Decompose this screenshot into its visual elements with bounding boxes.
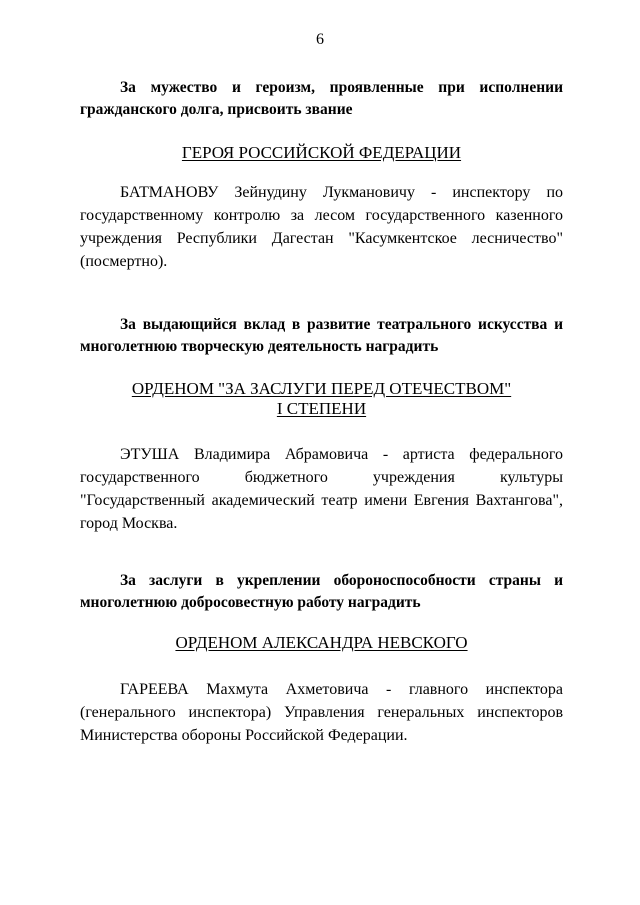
- page-number: 6: [316, 31, 324, 48]
- award-title-1-line-1: ГЕРОЯ РОССИЙСКОЙ ФЕДЕРАЦИИ: [181, 143, 462, 162]
- recipient-text-3: ГАРЕЕВА Махмута Ахметовича - главного инспектора (генерального инспектора) Управления генеральных инспекторов Министерства обороны Российской Федерации.: [80, 681, 563, 744]
- decree-text-2: За выдающийся вклад в развитие театрального искусства и многолетнюю творческую деятельность наградить: [80, 316, 563, 355]
- award-title-3: [80, 633, 563, 653]
- decree-text-3: За заслуги в укреплении обороноспособности страны и многолетнюю добросовестную работу наградить: [80, 572, 563, 611]
- award-title-2-line-1: ОРДЕНОМ "ЗА ЗАСЛУГИ ПЕРЕД ОТЕЧЕСТВОМ": [131, 379, 512, 398]
- award-title-1: [80, 143, 563, 163]
- award-title-2: [80, 379, 563, 419]
- award-title-3-line-1: ОРДЕНОМ АЛЕКСАНДРА НЕВСКОГО: [175, 633, 468, 652]
- decree-text-1: За мужество и героизм, проявленные при исполнении гражданского долга, присвоить звание: [80, 79, 563, 118]
- recipient-text-1: БАТМАНОВУ Зейнудину Лукмановичу - инспектору по государственному контролю за лесом государственного казенного учреждения Республики Дагестан "Касумкентское лесничество" (посмертно).: [80, 184, 563, 270]
- recipient-text-2: ЭТУША Владимира Абрамовича - артиста федерального государственного бюджетного учреждения культуры "Государственный академический театр имени Евгения Вахтангова", город Москва.: [80, 446, 563, 532]
- award-title-2-line-2: I СТЕПЕНИ: [276, 399, 367, 418]
